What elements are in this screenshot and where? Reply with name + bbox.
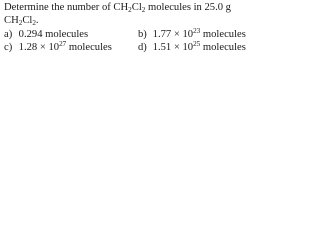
choice-a[interactable] (4, 28, 138, 41)
choice-exponent: 27 (59, 40, 67, 48)
choice-letter: b) (138, 29, 147, 40)
choice-unit: molecules (200, 29, 246, 40)
question-segment: Cl (22, 14, 33, 26)
question-line-2 (4, 15, 280, 28)
choice-exponent: 23 (193, 27, 201, 35)
question-segment: CH (4, 14, 19, 26)
subscript: 2 (32, 18, 36, 27)
subscript: 2 (141, 6, 146, 15)
choices-row-2 (4, 41, 280, 54)
choice-letter: c) (4, 42, 13, 53)
question-segment: molecules in 25.0 g (145, 2, 231, 13)
choice-mantissa: 1.28 × 10 (18, 42, 60, 53)
subscript: 2 (128, 6, 132, 15)
subscript: 2 (18, 18, 23, 27)
choice-letter: a) (4, 29, 13, 40)
question-segment: Determine the number of CH (4, 2, 129, 13)
question-segment: Cl (131, 2, 142, 13)
choice-unit: molecules (200, 42, 246, 53)
choice-unit: molecules (66, 42, 112, 53)
question-line-1 (4, 2, 280, 15)
choice-text: 0.294 molecules (18, 29, 89, 40)
answer-choices (4, 28, 280, 54)
choice-b[interactable] (138, 28, 280, 41)
choice-mantissa: 1.51 × 10 (152, 42, 194, 53)
choice-mantissa: 1.77 × 10 (152, 29, 194, 40)
choice-d[interactable] (138, 41, 280, 54)
choice-c[interactable] (4, 41, 138, 54)
choice-letter: d) (138, 42, 147, 53)
choices-row-1 (4, 28, 280, 41)
question-text (4, 2, 280, 27)
choice-exponent: 25 (193, 40, 201, 48)
question-segment: . (35, 14, 39, 26)
